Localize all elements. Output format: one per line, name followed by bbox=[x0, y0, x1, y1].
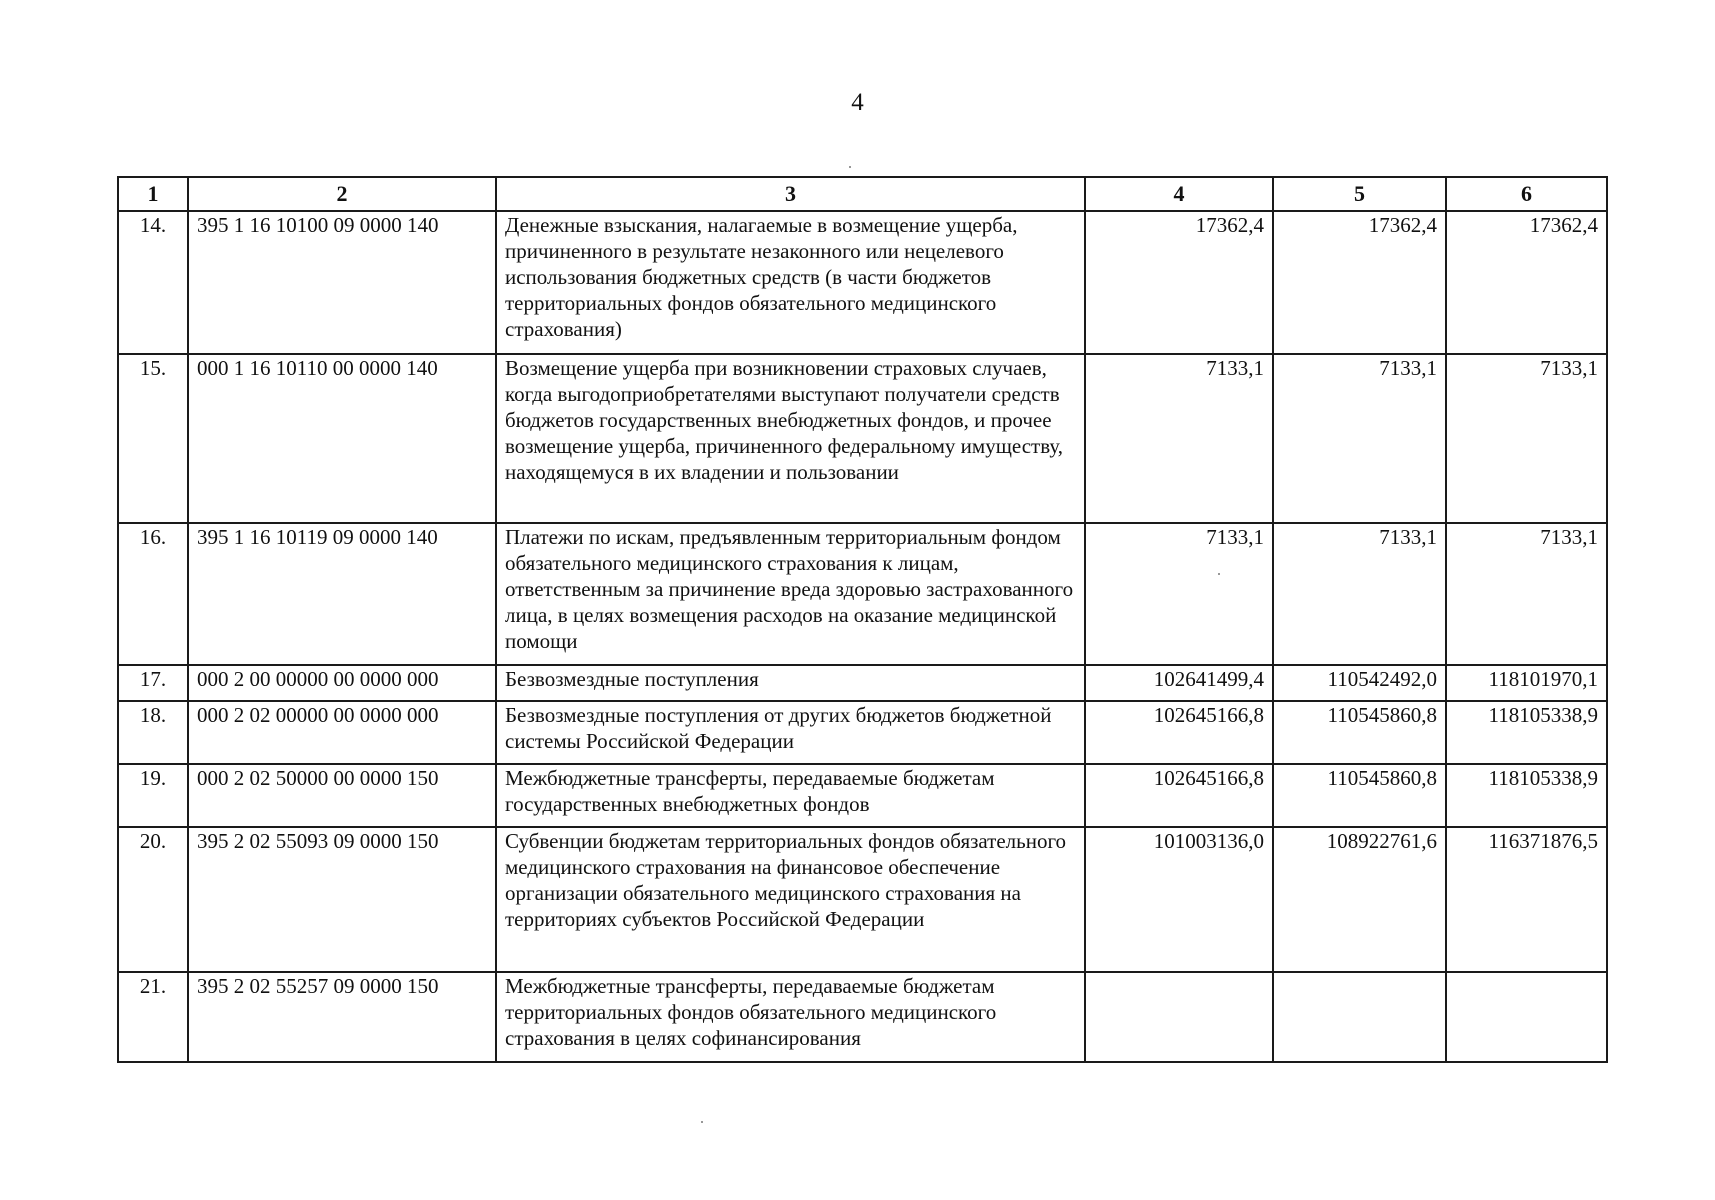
table-row bbox=[118, 972, 1607, 1062]
value-col-4: 17362,4 bbox=[1085, 211, 1273, 354]
table-row bbox=[118, 701, 1607, 764]
budget-code: 395 2 02 55093 09 0000 150 bbox=[188, 827, 496, 972]
header-row bbox=[118, 177, 1607, 211]
row-number: 18. bbox=[118, 701, 188, 764]
value-col-5: 7133,1 bbox=[1273, 354, 1446, 523]
value-col-5: 108922761,6 bbox=[1273, 827, 1446, 972]
scan-speck bbox=[849, 166, 851, 168]
value-col-5: 110545860,8 bbox=[1273, 701, 1446, 764]
value-col-4: 102645166,8 bbox=[1085, 701, 1273, 764]
row-number: 19. bbox=[118, 764, 188, 827]
row-description: Межбюджетные трансферты, передаваемые бюджетам территориальных фондов обязательного медицинского страхования в целях софинансирования bbox=[496, 972, 1085, 1062]
budget-code: 395 1 16 10100 09 0000 140 bbox=[188, 211, 496, 354]
header-cell: 4 bbox=[1085, 177, 1273, 211]
row-number: 14. bbox=[118, 211, 188, 354]
row-description: Платежи по искам, предъявленным территориальным фондом обязательного медицинского страхования к лицам, ответственным за причинение вреда здоровью застрахованного лица, в целях возмещения расходов на оказание медицинской помощи bbox=[496, 523, 1085, 665]
row-number: 17. bbox=[118, 665, 188, 701]
value-col-6: 118105338,9 bbox=[1446, 764, 1607, 827]
header-cell: 6 bbox=[1446, 177, 1607, 211]
budget-code: 000 2 00 00000 00 0000 000 bbox=[188, 665, 496, 701]
value-col-4: 7133,1 bbox=[1085, 523, 1273, 665]
value-col-5 bbox=[1273, 972, 1446, 1062]
header-cell: 5 bbox=[1273, 177, 1446, 211]
table-row bbox=[118, 764, 1607, 827]
budget-code: 395 2 02 55257 09 0000 150 bbox=[188, 972, 496, 1062]
value-col-5: 110545860,8 bbox=[1273, 764, 1446, 827]
row-description: Субвенции бюджетам территориальных фондов обязательного медицинского страхования на финансовое обеспечение организации обязательного медицинского страхования на территориях субъектов Российской Федерации bbox=[496, 827, 1085, 972]
header-cell: 3 bbox=[496, 177, 1085, 211]
value-col-4: 7133,1 bbox=[1085, 354, 1273, 523]
value-col-5: 110542492,0 bbox=[1273, 665, 1446, 701]
table-row bbox=[118, 827, 1607, 972]
table-row bbox=[118, 523, 1607, 665]
value-col-4 bbox=[1085, 972, 1273, 1062]
row-number: 21. bbox=[118, 972, 188, 1062]
budget-code: 000 2 02 00000 00 0000 000 bbox=[188, 701, 496, 764]
value-col-6: 7133,1 bbox=[1446, 354, 1607, 523]
budget-code: 000 2 02 50000 00 0000 150 bbox=[188, 764, 496, 827]
value-col-6: 116371876,5 bbox=[1446, 827, 1607, 972]
table-row bbox=[118, 211, 1607, 354]
budget-code: 395 1 16 10119 09 0000 140 bbox=[188, 523, 496, 665]
header-cell: 1 bbox=[118, 177, 188, 211]
value-col-5: 17362,4 bbox=[1273, 211, 1446, 354]
table-row bbox=[118, 354, 1607, 523]
value-col-6: 17362,4 bbox=[1446, 211, 1607, 354]
value-col-5: 7133,1 bbox=[1273, 523, 1446, 665]
value-col-6: 7133,1 bbox=[1446, 523, 1607, 665]
table-row bbox=[118, 665, 1607, 701]
value-col-4: 101003136,0 bbox=[1085, 827, 1273, 972]
row-description: Безвозмездные поступления от других бюджетов бюджетной системы Российской Федерации bbox=[496, 701, 1085, 764]
row-description: Безвозмездные поступления bbox=[496, 665, 1085, 701]
row-description: Межбюджетные трансферты, передаваемые бюджетам государственных внебюджетных фондов bbox=[496, 764, 1085, 827]
page-number: 4 bbox=[851, 89, 864, 116]
budget-table bbox=[117, 176, 1608, 1063]
scan-speck bbox=[701, 1121, 703, 1123]
row-description: Возмещение ущерба при возникновении страховых случаев, когда выгодоприобретателями выступают получатели средств бюджетов государственных внебюджетных фондов, и прочее возмещение ущерба, причиненного федеральному имуществу, находящемуся в их владении и пользовании bbox=[496, 354, 1085, 523]
value-col-6 bbox=[1446, 972, 1607, 1062]
row-description: Денежные взыскания, налагаемые в возмещение ущерба, причиненного в результате незаконного или нецелевого использования бюджетных средств (в части бюджетов территориальных фондов обязательного медицинского страхования) bbox=[496, 211, 1085, 354]
scan-speck bbox=[1218, 573, 1220, 575]
value-col-6: 118101970,1 bbox=[1446, 665, 1607, 701]
value-col-4: 102645166,8 bbox=[1085, 764, 1273, 827]
header-cell: 2 bbox=[188, 177, 496, 211]
row-number: 20. bbox=[118, 827, 188, 972]
row-number: 15. bbox=[118, 354, 188, 523]
value-col-6: 118105338,9 bbox=[1446, 701, 1607, 764]
budget-code: 000 1 16 10110 00 0000 140 bbox=[188, 354, 496, 523]
row-number: 16. bbox=[118, 523, 188, 665]
value-col-4: 102641499,4 bbox=[1085, 665, 1273, 701]
